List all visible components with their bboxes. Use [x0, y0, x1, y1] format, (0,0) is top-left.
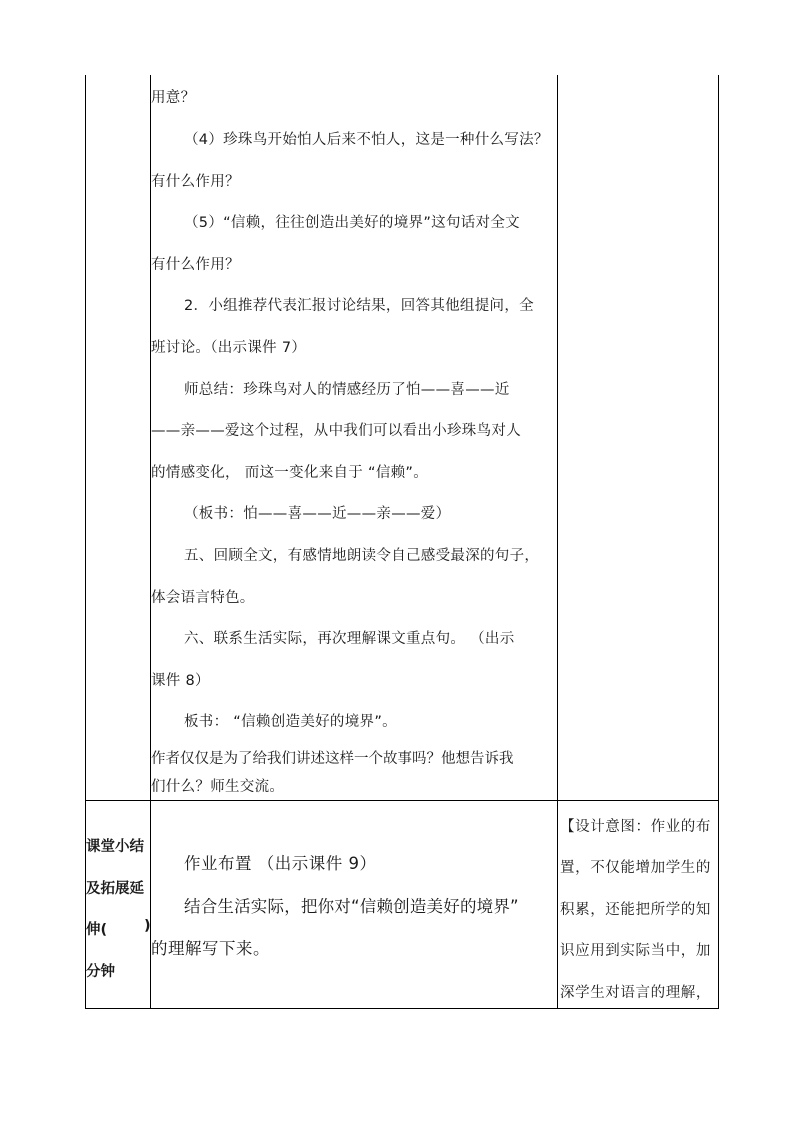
table-bottom-border	[85, 1008, 719, 1009]
text-line: 们什么？师生交流。	[151, 779, 285, 795]
table-col-divider-1	[150, 75, 151, 1009]
text-line: 师总结：珍珠鸟对人的情感经历了怕——喜——近	[184, 382, 510, 398]
section-label-line: 课堂小结	[86, 839, 144, 855]
section-label-line: 及拓展延	[86, 881, 144, 897]
section-label-line: 伸(	[86, 922, 108, 938]
note-line: 【设计意图：作业的布	[560, 819, 711, 835]
text-line: 有什么作用？	[151, 174, 240, 190]
table-right-border	[718, 75, 719, 1009]
note-line: 深学生对语言的理解，	[560, 985, 711, 1001]
homework-title: 作业布置 （出示课件 9）	[184, 854, 377, 873]
table-col-divider-2	[557, 75, 558, 1009]
text-line: （5）“信赖，往往创造出美好的境界”这句话对全文	[184, 215, 520, 231]
text-line: 体会语言特色。	[151, 590, 255, 606]
table-row-divider	[85, 800, 719, 801]
text-line: （板书：怕——喜——近——亲——爱）	[184, 506, 451, 522]
text-line: 有什么作用？	[151, 257, 240, 273]
text-line: 班讨论。（出示课件 7）	[151, 340, 307, 356]
text-line: 六、联系生活实际，再次理解课文重点句。 （出示	[184, 631, 515, 647]
text-line: 课件 8）	[151, 673, 210, 689]
text-line: 作者仅仅是为了给我们讲述这样一个故事吗？他想告诉我	[151, 751, 514, 767]
note-line: 积累，还能把所学的知	[560, 902, 711, 918]
section-label-line: 分钟	[86, 964, 115, 980]
note-line: 识应用到实际当中，加	[560, 943, 711, 959]
text-line: 的情感变化， 而这一变化来自于 “信赖”。	[151, 465, 429, 481]
text-line: 用意？	[151, 90, 196, 106]
section-label-line: )	[144, 918, 151, 934]
text-line: （4）珍珠鸟开始怕人后来不怕人，这是一种什么写法？	[184, 132, 549, 148]
table-left-border	[85, 75, 86, 1009]
text-line: 五、回顾全文，有感情地朗读令自己感受最深的句子，	[184, 548, 540, 564]
text-line: 板书： “信赖创造美好的境界”。	[184, 714, 397, 730]
note-line: 置，不仅能增加学生的	[560, 860, 711, 876]
text-line: 结合生活实际，把你对“信赖创造美好的境界”	[184, 897, 519, 916]
text-line: ——亲——爱这个过程，从中我们可以看出小珍珠鸟对人	[151, 423, 521, 439]
text-line: 的理解写下来。	[151, 939, 270, 958]
text-line: 2．小组推荐代表汇报讨论结果，回答其他组提问，全	[184, 298, 534, 314]
